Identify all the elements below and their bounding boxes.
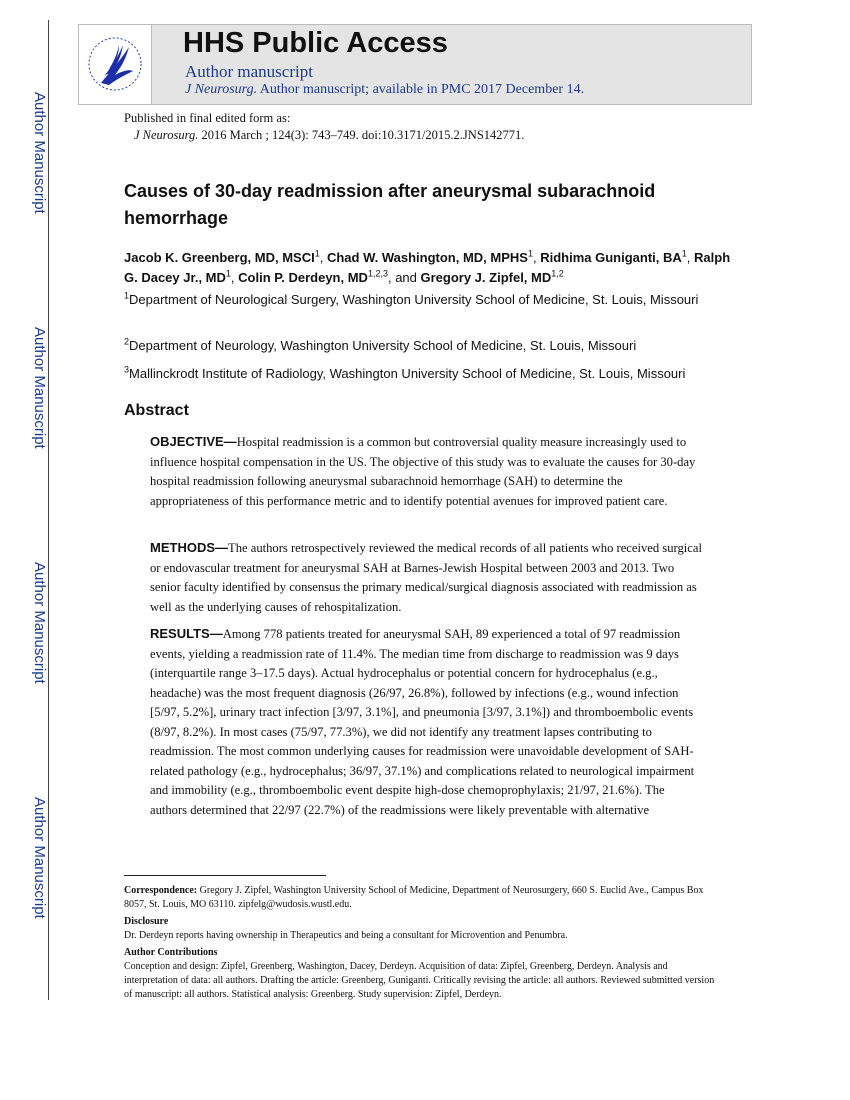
footnote-divider bbox=[124, 875, 326, 876]
abstract-results: RESULTS—Among 778 patients treated for aneurysmal SAH, 89 experienced a total of 97 readmission events, yielding a readmission rate of 11.4%. The median time from discharge to readmission was 9 days (interquartile range 3–17.5 days). Actual hydrocephalus or potential concern for hydrocephalus (e.g., headache) was the most frequent diagnosis (26/97, 26.8%), followed by infections (e.g., wound infection [5/97, 5.2%], urinary tract infection [3/97, 3.1%], and pneumonia [3/97, 3.1%]) and thromboembolic events (8/97, 8.2%). In most cases (75/97, 77.3%), we did not identify any treatment lapses contributing to readmission. The most common underlying causes for readmission were unavoidable development of SAH-related pathology (e.g., hydrocephalus; 36/97, 37.1%) and complications related to neurological impairment and immobility (e.g., thromboembolic event despite high-dose chemoprophylaxis; 21/97, 21.6%). The authors determined that 22/97 (22.7%) of the readmissions were likely preventable with alternative bbox=[150, 626, 695, 817]
sidebar-label: Author Manuscript bbox=[31, 562, 48, 684]
affiliation: $^3$Mallinckrodt Institute of Radiology, Washington University School of Medicine, St. Louis, Missouri bbox=[124, 364, 686, 381]
disclosure-heading: Disclosure bbox=[124, 916, 169, 927]
affiliation: $^2$Department of Neurology, Washington University School of Medicine, St. Louis, Missouri bbox=[124, 336, 637, 353]
footnotes bbox=[124, 884, 724, 1002]
affiliation: $^1$Department of Neurological Surgery, Washington University School of Medicine, St. Louis, Missouri bbox=[124, 290, 699, 307]
hhs-logo bbox=[79, 25, 152, 104]
sidebar-divider bbox=[48, 20, 49, 1000]
sidebar-label: Author Manuscript bbox=[31, 92, 48, 214]
availability-line: J Neurosurg. Author manuscript; available in PMC 2017 December 14. bbox=[185, 82, 585, 97]
abstract-objective: OBJECTIVE—Hospital readmission is a common but controversial quality measure increasingly used to influence hospital compensation in the US. The objective of this study was to evaluate the causes for 30-day hospital readmission following aneurysmal subarachnoid hemorrhage (SAH) to determine the appropriateness of this performance metric and to identify potential avenues for improved patient care. bbox=[150, 434, 696, 508]
contributions-heading: Author Contributions bbox=[124, 947, 218, 958]
sidebar-label: Author Manuscript bbox=[31, 327, 48, 449]
header-subtitle: Author manuscript bbox=[185, 62, 313, 81]
published-citation: Published in final edited form as: J Neurosurg. 2016 March ; 124(3): 743–749. doi:10.3171/2015.2.JNS142771. bbox=[124, 111, 525, 142]
correspondence: Correspondence: Gregory J. Zipfel, Washington University School of Medicine, Department of Neurosurgery, 660 S. Euclid Ave., Campus Box 8057, St. Louis, MO 63110. zipfelg@wudosis.wustl.edu. bbox=[124, 885, 704, 910]
disclosure-text: Dr. Derdeyn reports having ownership in Therapeutics and being a consultant for Microvention and Penumbra. bbox=[124, 930, 568, 941]
contributions-text: Conception and design: Zipfel, Greenberg, Washington, Dacey, Derdeyn. Acquisition of data: Zipfel, Greenberg, Derdeyn. Analysis and interpretation of data: all authors. Drafting the article: Greenberg, Guniganti. Critically revising the article: all authors. Reviewed submitted version of manuscript: all authors. Statistical analysis: Greenberg. Study supervision: Zipfel, Derdeyn. bbox=[124, 961, 715, 1000]
article-title: Causes of 30-day readmission after aneurysmal subarachnoid hemorrhage bbox=[124, 181, 656, 228]
sidebar-label: Author Manuscript bbox=[31, 797, 48, 919]
abstract-heading: Abstract bbox=[124, 402, 189, 419]
hhs-title: HHS Public Access bbox=[183, 27, 448, 59]
abstract-methods: METHODS—The authors retrospectively reviewed the medical records of all patients who received surgical or endovascular treatment for aneurysmal SAH at Barnes-Jewish Hospital between 2003 and 2013. Two senior faculty identified by consensus the primary medical/surgical diagnosis associated with readmission as well as the underlying causes of rehospitalization. bbox=[150, 540, 702, 614]
hhs-header bbox=[78, 24, 752, 105]
author-list: Jacob K. Greenberg, MD, MSCI$^1$, Chad W. Washington, MD, MPHS$^1$, Ridhima Guniganti, $BA^1$, Ralph G. Dacey Jr., $MD^1$, Colin P. Derdeyn, MD$^{1,2,3}$, and Gregory J. Zipfel, MD$^{1,2}$ bbox=[124, 248, 731, 285]
